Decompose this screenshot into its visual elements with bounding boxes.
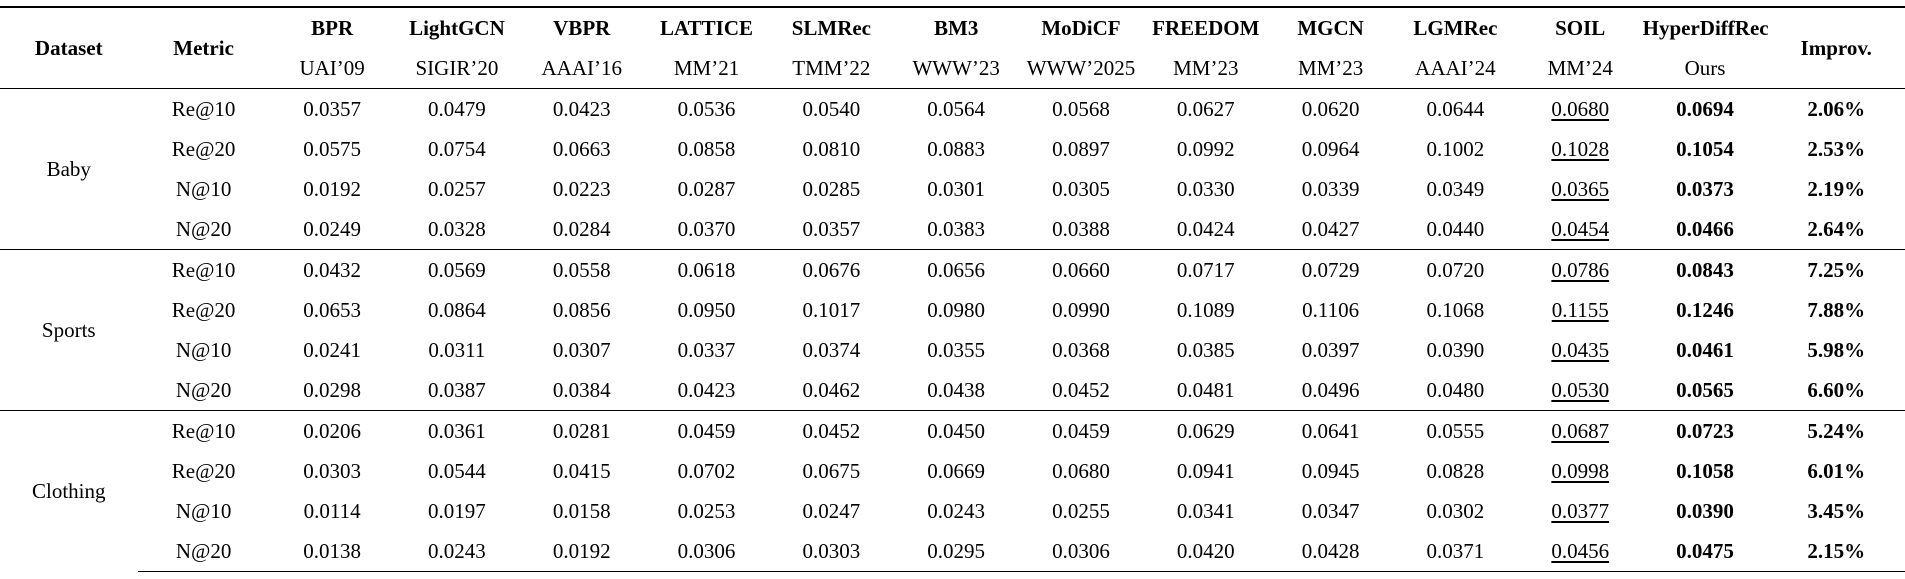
second-best-value: 0.1028 [1551,136,1610,161]
model-venue-header: Ours [1643,48,1768,89]
metric-header: Metric [138,7,270,89]
value-cell: 0.0669 [927,458,986,483]
value-cell: 0.0480 [1426,377,1485,402]
value-cell: 0.0390 [1676,498,1734,523]
value-cell: 0.1017 [802,297,861,322]
value-cell: 0.0328 [428,216,486,241]
value-cell: 0.0253 [677,498,736,523]
value-cell: 0.0459 [1019,411,1144,452]
improvement-cell: 2.19% [1807,176,1866,201]
metric-cell: N@20 [138,531,270,572]
value-cell: 0.0990 [1052,297,1110,322]
value-cell: 0.0828 [1426,458,1485,483]
table-row [0,89,1905,130]
value-cell: 0.0295 [894,531,1019,572]
improvement-cell: 2.64% [1807,216,1866,241]
value-cell: 0.1106 [1302,297,1360,322]
improvement-header: Improv. [1767,7,1905,89]
model-name-header: BM3 [894,7,1019,48]
model-name-header: MGCN [1268,7,1393,48]
value-cell: 0.0285 [802,176,861,201]
value-cell: 0.0303 [303,458,361,483]
improvement-cell: 7.25% [1767,250,1905,291]
value-cell: 0.0415 [552,458,611,483]
value-cell: 0.0192 [303,176,361,201]
value-cell [1518,250,1643,291]
value-cell [1518,411,1643,452]
metric-cell: Re@10 [171,96,236,121]
value-cell: 0.0371 [1393,531,1518,572]
value-cell: 0.0660 [1019,250,1144,291]
value-cell: 0.0383 [927,216,986,241]
value-cell: 0.0307 [552,337,611,362]
value-cell: 0.0241 [303,337,361,362]
value-cell [1518,330,1643,370]
value-cell: 0.0663 [552,136,611,161]
value-cell: 0.0339 [1301,176,1360,201]
model-venue-header: AAAI’16 [519,48,644,89]
value-cell: 0.0564 [927,96,986,121]
metric-cell: Re@10 [138,411,270,452]
value-cell: 0.0481 [1176,377,1235,402]
value-cell: 0.0357 [802,216,861,241]
value-cell: 0.0980 [927,297,986,322]
value-cell: 0.0192 [519,531,644,572]
value-cell: 0.0368 [1052,337,1110,362]
value-cell [1518,169,1643,209]
value-cell: 0.0255 [1052,498,1110,523]
metric-cell: N@10 [175,337,232,362]
value-cell: 0.0452 [769,411,894,452]
model-venue-header: MM’21 [644,48,769,89]
value-cell: 0.0330 [1176,176,1235,201]
value-cell: 0.1058 [1676,458,1734,483]
value-cell: 0.0424 [1176,216,1235,241]
value-cell [1518,129,1643,169]
value-cell: 0.0223 [552,176,611,201]
value-cell: 0.0206 [270,411,395,452]
table-row [0,129,1905,169]
table-row [0,531,1905,572]
value-cell: 0.0374 [802,337,861,362]
value-cell: 0.0540 [802,96,861,121]
improvement-cell: 5.98% [1807,337,1866,362]
value-cell: 0.0298 [303,377,361,402]
table-row [0,169,1905,209]
value-cell: 0.0575 [303,136,361,161]
table-row [0,290,1905,330]
value-cell [1518,89,1643,130]
second-best-value: 0.0377 [1551,498,1610,523]
value-cell: 0.0694 [1676,96,1734,121]
improvement-cell: 5.24% [1767,411,1905,452]
value-cell: 0.0729 [1268,250,1393,291]
model-name-header: SOIL [1518,7,1643,48]
second-best-value: 0.0435 [1551,337,1610,362]
value-cell: 0.0964 [1301,136,1360,161]
value-cell: 0.0384 [552,377,611,402]
value-cell: 0.0440 [1426,216,1485,241]
second-best-value: 0.0687 [1551,418,1610,443]
metric-cell: Re@10 [138,250,270,291]
value-cell: 0.0390 [1426,337,1485,362]
value-cell: 0.0620 [1301,96,1360,121]
model-venue-header: MM’23 [1268,48,1393,89]
value-cell [1518,491,1643,531]
value-cell: 0.0461 [1676,337,1734,362]
value-cell: 0.0897 [1052,136,1110,161]
table-body [0,89,1905,572]
second-best-value: 0.0456 [1551,538,1610,563]
improvement-cell: 2.53% [1807,136,1866,161]
model-name-header: BPR [270,7,395,48]
value-cell: 0.0423 [552,96,611,121]
value-cell: 0.0858 [677,136,736,161]
value-cell: 0.1068 [1426,297,1485,322]
improvement-cell: 2.15% [1767,531,1905,572]
value-cell: 0.0941 [1176,458,1235,483]
value-cell: 0.0420 [1143,531,1268,572]
table-row [0,370,1905,411]
model-venue-header: AAAI’24 [1393,48,1518,89]
value-cell: 0.0568 [1052,96,1110,121]
value-cell: 0.0992 [1176,136,1235,161]
value-cell: 0.1246 [1676,297,1734,322]
value-cell: 0.0114 [303,498,361,523]
value-cell [1518,209,1643,250]
value-cell: 0.0397 [1301,337,1360,362]
dataset-cell: Baby [46,156,91,181]
value-cell: 0.0306 [1019,531,1144,572]
table-row [0,209,1905,250]
value-cell: 0.0388 [1052,216,1110,241]
metric-cell: Re@20 [171,297,236,322]
value-cell: 0.0257 [428,176,486,201]
model-venue-header: UAI’09 [270,48,395,89]
value-cell: 0.0370 [677,216,736,241]
value-cell: 0.0243 [395,531,520,572]
model-venue-header: MM’24 [1518,48,1643,89]
improvement-cell: 6.60% [1807,377,1866,402]
model-venue-header: SIGIR’20 [395,48,520,89]
value-cell: 0.0656 [894,250,1019,291]
value-cell: 0.0138 [270,531,395,572]
value-cell: 0.0720 [1393,250,1518,291]
value-cell: 0.0618 [644,250,769,291]
value-cell: 0.0945 [1301,458,1360,483]
value-cell: 0.0341 [1176,498,1235,523]
value-cell: 0.0284 [552,216,611,241]
value-cell [1518,370,1643,411]
metric-cell: N@20 [175,377,232,402]
value-cell: 0.0475 [1643,531,1768,572]
second-best-value: 0.0998 [1551,458,1610,483]
model-name-header: LGMRec [1393,7,1518,48]
model-name-header: LATTICE [644,7,769,48]
value-cell: 0.0428 [1268,531,1393,572]
value-cell: 0.0306 [644,531,769,572]
value-cell: 0.0438 [927,377,986,402]
value-cell: 0.0627 [1176,96,1235,121]
value-cell: 0.0158 [552,498,611,523]
value-cell: 0.0385 [1176,337,1235,362]
value-cell: 0.0680 [1052,458,1110,483]
value-cell: 0.0249 [303,216,361,241]
table-row [0,451,1905,491]
table-row [0,491,1905,531]
value-cell: 0.0355 [927,337,986,362]
model-name-header: VBPR [519,7,644,48]
model-venue-header: MM’23 [1143,48,1268,89]
value-cell: 0.0555 [1393,411,1518,452]
second-best-value: 0.0530 [1551,377,1610,402]
dataset-cell: Clothing [0,411,138,572]
value-cell: 0.0302 [1426,498,1485,523]
model-name-header: SLMRec [769,7,894,48]
dataset-cell: Sports [0,250,138,411]
improvement-cell: 3.45% [1807,498,1866,523]
value-cell [1518,531,1643,572]
value-cell: 0.0653 [303,297,361,322]
value-cell: 0.0883 [927,136,986,161]
value-cell: 0.0337 [677,337,736,362]
improvement-cell: 2.06% [1807,96,1866,121]
value-cell: 0.0459 [644,411,769,452]
value-cell: 0.0717 [1143,250,1268,291]
value-cell: 0.0723 [1643,411,1768,452]
value-cell: 0.0843 [1643,250,1768,291]
value-cell: 0.1089 [1176,297,1235,322]
model-name-header: LightGCN [395,7,520,48]
second-best-value: 0.0365 [1551,176,1610,201]
model-name-header: MoDiCF [1019,7,1144,48]
value-cell: 0.0452 [1052,377,1110,402]
results-table [0,6,1905,572]
table-row [0,250,1905,291]
model-name-header: HyperDiffRec [1643,7,1768,48]
second-best-value: 0.0786 [1551,257,1610,282]
model-venue-header: WWW’23 [894,48,1019,89]
improvement-cell: 6.01% [1807,458,1866,483]
metric-cell: N@10 [175,498,232,523]
value-cell: 0.0479 [428,96,486,121]
metric-cell: N@20 [175,216,232,241]
value-cell: 0.0423 [677,377,736,402]
metric-cell: N@10 [175,176,232,201]
value-cell: 0.0305 [1052,176,1110,201]
value-cell [1518,451,1643,491]
value-cell: 0.0243 [927,498,986,523]
value-cell: 0.0347 [1301,498,1360,523]
value-cell: 0.0247 [802,498,861,523]
value-cell: 0.0373 [1676,176,1734,201]
value-cell: 0.0536 [677,96,736,121]
value-cell: 0.0427 [1301,216,1360,241]
value-cell: 0.0197 [428,498,486,523]
value-cell: 0.0466 [1676,216,1734,241]
value-cell: 0.0810 [802,136,861,161]
value-cell: 0.0462 [802,377,861,402]
model-venue-header: TMM’22 [769,48,894,89]
value-cell: 0.0644 [1426,96,1485,121]
dataset-header: Dataset [0,7,138,89]
second-best-value: 0.0680 [1551,96,1610,121]
value-cell: 0.0450 [894,411,1019,452]
table-row [0,411,1905,452]
value-cell: 0.0864 [428,297,486,322]
value-cell: 0.0702 [677,458,736,483]
metric-cell: Re@20 [171,458,236,483]
value-cell: 0.0950 [677,297,736,322]
model-venue-header: WWW’2025 [1019,48,1144,89]
improvement-cell: 7.88% [1807,297,1866,322]
value-cell [1518,290,1643,330]
model-name-header: FREEDOM [1143,7,1268,48]
value-cell: 0.0287 [677,176,736,201]
value-cell: 0.1054 [1676,136,1734,161]
value-cell: 0.0281 [519,411,644,452]
table-row [0,330,1905,370]
table-header [0,7,1905,89]
second-best-value: 0.1155 [1551,297,1609,322]
value-cell: 0.0303 [769,531,894,572]
value-cell: 0.0496 [1301,377,1360,402]
second-best-value: 0.0454 [1551,216,1610,241]
value-cell: 0.0301 [927,176,986,201]
metric-cell: Re@20 [171,136,236,161]
value-cell: 0.1002 [1426,136,1485,161]
value-cell: 0.0569 [395,250,520,291]
value-cell: 0.0349 [1426,176,1485,201]
value-cell: 0.0361 [395,411,520,452]
value-cell: 0.0432 [270,250,395,291]
value-cell: 0.0387 [428,377,486,402]
value-cell: 0.0357 [303,96,361,121]
value-cell: 0.0754 [428,136,486,161]
value-cell: 0.0565 [1676,377,1734,402]
value-cell: 0.0629 [1143,411,1268,452]
value-cell: 0.0856 [552,297,611,322]
value-cell: 0.0641 [1268,411,1393,452]
value-cell: 0.0675 [802,458,861,483]
value-cell: 0.0311 [428,337,486,362]
value-cell: 0.0676 [769,250,894,291]
value-cell: 0.0544 [428,458,486,483]
value-cell: 0.0558 [519,250,644,291]
